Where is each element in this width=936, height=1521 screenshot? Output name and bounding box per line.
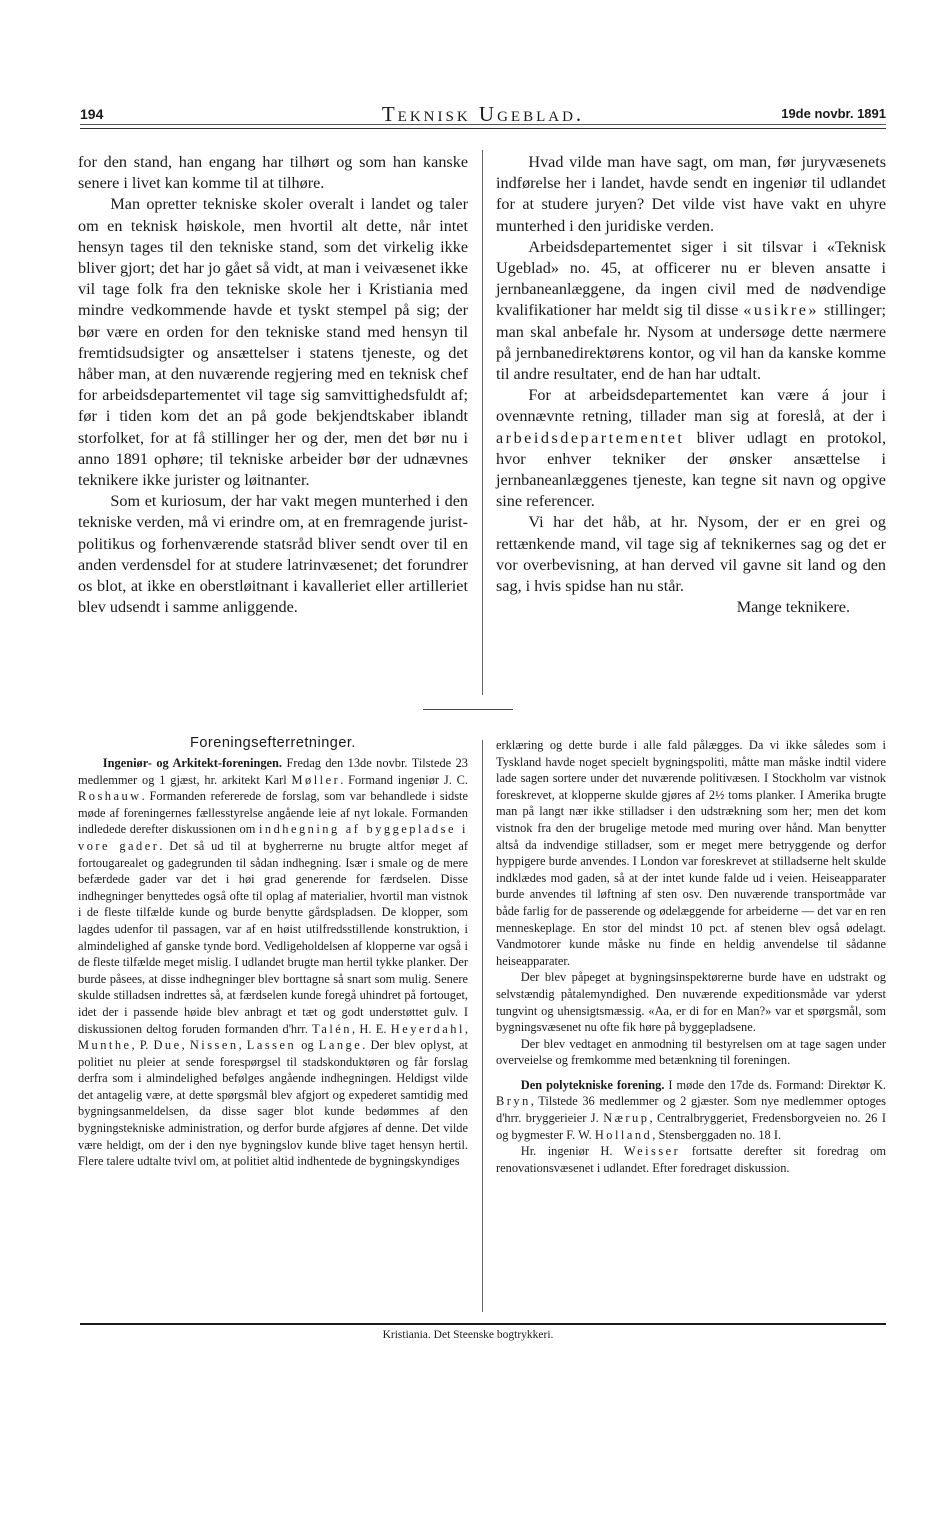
paragraph xyxy=(496,1143,886,1176)
text-run: . Formand ingeniør J. C. xyxy=(340,772,468,787)
emphasized-text: arbeidsdepartementet xyxy=(496,428,685,447)
paragraph: Hvad vilde man have sagt, om man, før juryvæsenets indførelse her i landet, havde sendt en ingeniør til udlandet for at studere juryen? Det vilde vist have vakt en uhyre munterhed i den juridiske verden. xyxy=(496,153,886,235)
text-run: Fredag den 13de novbr. Tilstede 23 medlemmer og 1 gjæst, hr. arkitekt Karl xyxy=(78,756,469,787)
spacer xyxy=(496,1069,886,1077)
news-column-right xyxy=(496,737,886,1176)
text-run: fortsatte derefter sit foredrag om renovationsvæsenet i udlandet. Efter foredraget diskussion. xyxy=(496,1144,886,1175)
text-run: Hr. ingeniør H. xyxy=(520,1144,624,1159)
paragraph xyxy=(78,755,468,1170)
text-run: Arbeidsdepartementet siger i sit tilsvar i «Teknisk Ugeblad» no. 45, at officerer nu er bleven ansatte i jernbaneanlæggene, da ingen civil med de nødvendige kvalifikationer har meldt sig til disse xyxy=(496,237,886,320)
paragraph: Vi har det håb, at hr. Nysom, der er en grei og rettænkende mand, vil tage sig af teknikernes sag og det er vor overbevisning, at han derved vil gavne sit land og den sag, i hvis spidse han nu står. xyxy=(496,513,886,596)
printer-imprint: Kristiania. Det Steenske bogtrykkeri. xyxy=(382,1329,554,1341)
text-run: , xyxy=(181,1038,190,1053)
paragraph xyxy=(496,237,886,385)
header-rule xyxy=(80,124,886,129)
column-divider xyxy=(482,740,483,1312)
person-name: Due xyxy=(153,1038,182,1053)
text-run: For at arbeidsdepartementet kan være á jour i ovennævnte retning, tillader man sig at foreslå, at der i xyxy=(496,386,886,426)
paragraph xyxy=(496,1077,886,1143)
person-name: Weisser xyxy=(623,1144,681,1159)
text-run: . Der blev oplyst, at politiet nu pleier at sende forespørgsel til stadskonduktøren og får forslag derfra som i almindelighed befølges angående indhegningen. Heldigst vilde det antagelig være, at dette spørgsmål blev afgjort og expederet samtidig med bygningsanmeldelsen, da disse sager blot kunde bedømmes af den bygningstekniske administration, og derfor burde afgjøres af denne. Det vilde være heldigt, om der i den nye bygningslov kunde blive taget hensyn hertil. Flere talere udtalte tvivl om, at politiet altid indhentede de bygningskyndiges xyxy=(78,1038,468,1169)
person-name: Heyerdahl xyxy=(390,1021,465,1036)
person-name: Bryn xyxy=(496,1094,531,1109)
news-column-left xyxy=(78,755,468,1170)
text-run: , Centralbryggeriet, Fredensborgveien no. 26 I og bygmester F. W. xyxy=(496,1111,886,1142)
text-run: . Formanden refererede de forslag, som var behandlede i sidste møde af foreningernes fællesstyrelse angående leie af nyt lokale. Formanden indledede derefter diskussionen om xyxy=(78,789,468,837)
emphasized-text: «usikre» xyxy=(743,301,819,320)
paragraph: for den stand, han engang har tilhørt og som han kanske senere i livet kan komme til at tilhøre. xyxy=(78,153,468,193)
text-run: , xyxy=(464,1021,468,1036)
text-run: og xyxy=(296,1038,319,1053)
section-title: Foreningsefterretninger. xyxy=(190,735,356,751)
person-name: Nissen xyxy=(189,1038,239,1053)
person-name: Lange xyxy=(318,1038,363,1053)
organization-name: Ingeniør- og Arkitekt-foreningen. xyxy=(102,756,283,770)
paragraph: Som et kuriosum, der har vakt megen munterhed i den tekniske verden, må vi erindre om, at en fremragende jurist-politikus og forhenværende statsråd bliver sendt over til en anden verdensdel for at studere latrinvæsenet; det forundrer os blot, at ikke en oberstløitnant i kavalleriet eller artilleriet blev udsendt i samme anliggende. xyxy=(78,492,468,617)
paragraph xyxy=(496,385,886,512)
person-name: Roshauw xyxy=(78,789,142,804)
person-name: Munthe xyxy=(78,1038,132,1053)
person-name: Nærup xyxy=(603,1111,650,1126)
paragraph: Der blev påpeget at bygningsinspektørerne burde have en udstrakt og selvstændig påtalemyndighed. Den nuværende expeditionsmåde var yderst tungvint og uhensigtsmæssig. «Aa, er di for en Man?» var et spørgsmål, som bygningsvæsenet nu ofte fik høre på byggepladsene. xyxy=(496,970,886,1035)
paragraph: erklæring og dette burde i alle fald pålægges. Da vi ikke således som i Tyskland havde noget specielt bygningspoliti, måtte man måske indtil videre lade sagen sortere under det nuværende politivæsen. I Stockholm var vistnok foreskrevet, at klopperne skulde gjøres af 2½ toms planker. I Amerika brugte man på langt nær ikke stilladser i den udstrækning som her; men det kom vistnok fra den der brugelige metode med muring over hånd. Man benytter altså da indvendige stilladser, som er meget mere betryggende og derfor hyppigere burde anvendes. I London var foreskrevet at stilladserne helt skulde indklædes mod gaden, så at der intet kunde falde ud i veien. Heiseapparater burde anvendes til løftning af sten osv. Den nuværende transportmåde var både farlig for de passerende og ødelæggende for arbeiderne — det var en ren menneskeplage. En stor del mindst 10 pct. af stenen blev også ødelagt. Vandmotorer kunde måske nu finde en heldig anvendelse til sådanne heiseapparater. xyxy=(496,738,886,968)
article-column-right xyxy=(496,152,886,618)
section-separator xyxy=(423,709,513,710)
text-run: stillinger; man skal anbefale hr. Nysom at undersøge dette nærmere på jernbanedirektørens kontor, og vil han da kanske komme til andre resultater, end de han har udtalt. xyxy=(496,301,886,384)
page-number: 194 xyxy=(80,106,104,122)
footer-rule xyxy=(80,1323,886,1325)
article-column-left xyxy=(78,152,468,618)
text-run: , Tilstede 36 medlemmer og 2 gjæster. Som nye medlemmer optoges d'hrr. bryggerieier J. xyxy=(496,1094,886,1126)
issue-date: 19de novbr. 1891 xyxy=(781,106,886,121)
text-run: . Det så ud til at bygherrerne nu brugte altfor meget af fortougarealet og gadegrunden til sådan indhegning. Især i smale og de mere befærdede gader var det i høi grad generende for færdselen. Disse indhegninger benyttedes også ofte til oplag af materialier, hvortil man vistnok i de fleste tilfælde kunde og burde benytte gårdspladsen. De klopper, som lagdes udenfor til passagen, var af en høist utilfredsstillende konstruktion, i almindelighed af ganske tynde bord. Vedligeholdelsen af klopperne var også i de fleste tilfælde meget mislig. I udlandet brugte man hertil tykke planker. Der burde påsees, at disse indhegninger blev borttagne så snart som mulig. Senere skulde stilladsen indrettes så, at færdselen kunde foregå uhindret på fortouget, idet der i passende høide blev anbragt et tæt og godt understøttet gulv. I diskussionen deltog foruden formanden d'hrr. xyxy=(78,838,468,1036)
journal-title: Teknisk Ugeblad. xyxy=(381,102,585,126)
text-run: , H. E. xyxy=(351,1021,391,1036)
person-name: Lassen xyxy=(246,1038,297,1053)
person-name: Talén xyxy=(312,1021,352,1036)
column-divider xyxy=(482,150,483,695)
person-name: Møller xyxy=(291,772,341,787)
signature: Mange teknikere. xyxy=(736,598,850,617)
emphasized-text: indhegning af byggepladse i vore gader xyxy=(78,822,468,853)
organization-name: Den polytekniske forening. xyxy=(520,1077,665,1092)
text-run: bliver udlagt en protokol, hvor enhver tekniker der ønsker ansættelse i jernbaneanlæggenes tjeneste, kan tegne sit navn og opgive sine referencer. xyxy=(496,428,886,511)
text-run: , Stensberggaden no. 18 I. xyxy=(652,1127,782,1142)
paragraph: Man opretter tekniske skoler overalt i landet og taler om en teknisk høiskole, men hvortil alt dette, når intet hensyn tages til den tekniske stand, som det virkelig ikke bliver gjort; det har jo gået så vidt, at man i veivæsenet ikke vil tage folk fra den tekniske skole her i Kristiania med mindre vedkommende havde et tyskt stempel på sig; der bør være en orden for den tekniske stand med hensyn til fremtidsudsigter og ansættelser i statens tjeneste, og det håber man, at den nuværende regjering med en teknisk chef for arbeidsdepartementet vil tage sig samvittighedsfuldt af; før i tiden kom det an på gode bekjendtskaber iblandt storfolket, for at få stillinger her og der, men det bør nu i anno 1891 ophøre; til tekniske arbeider bør der udnævnes teknikere ikke jurister og løitnanter. xyxy=(78,195,468,490)
text-run: , P. xyxy=(131,1038,154,1053)
text-run: I møde den 17de ds. Formand: Direktør K. xyxy=(664,1077,887,1092)
person-name: Holland xyxy=(594,1127,653,1142)
text-run: , xyxy=(238,1038,247,1053)
paragraph: Der blev vedtaget en anmodning til bestyrelsen om at tage sagen under overveielse og fremkomme med betænkning til foreningen. xyxy=(496,1036,886,1068)
